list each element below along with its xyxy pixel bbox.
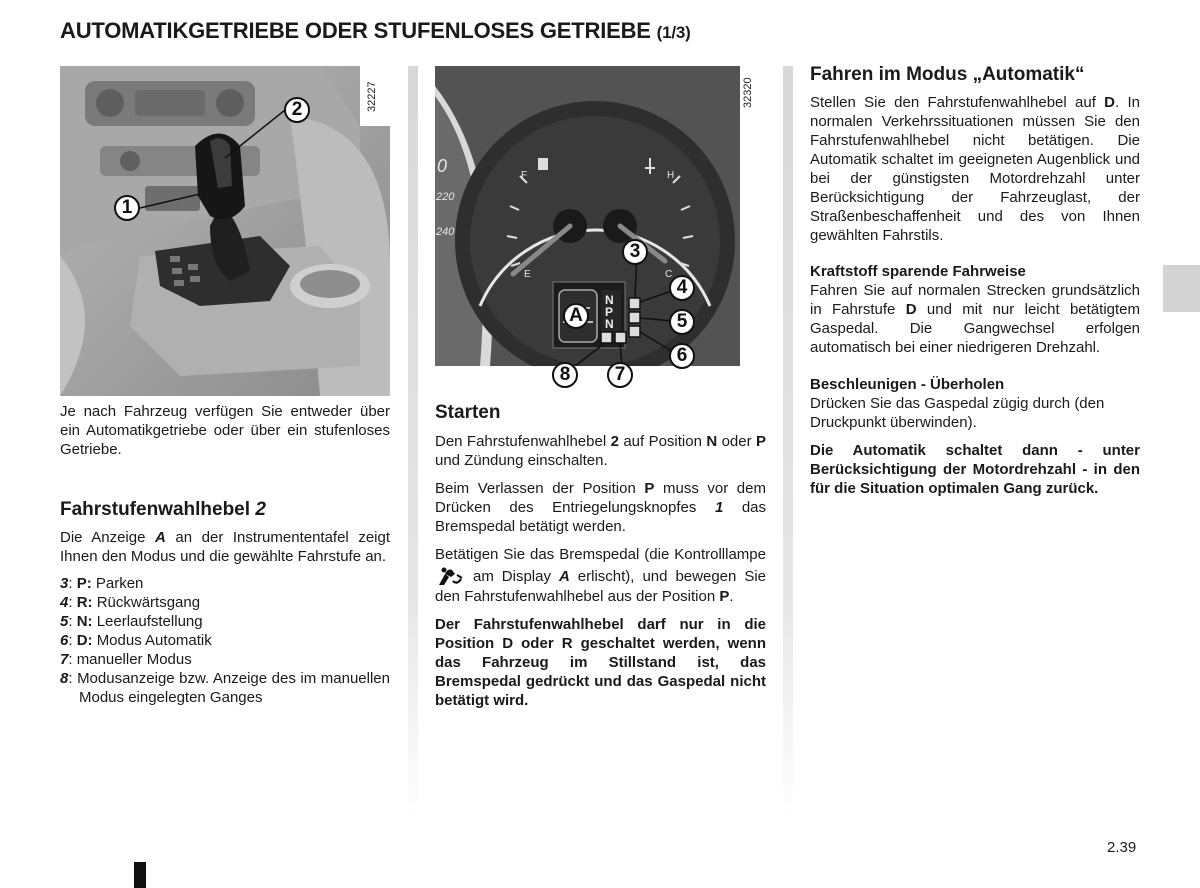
gauge-label-220: 220	[436, 191, 455, 203]
callout-6: 6	[669, 343, 695, 369]
desc-part: an der Instrumententafel zeigt Ihnen den Modus und die gewählte Fahrstufe an.	[60, 529, 391, 565]
starten-paragraph-1	[435, 432, 766, 470]
column-divider-right	[783, 66, 793, 820]
list-item: 7: manueller Modus	[60, 651, 192, 668]
list-item: 4: R: Rückwärtsgang	[60, 594, 201, 611]
gear-lever-figure	[60, 66, 390, 396]
item-text: manueller Modus	[76, 651, 192, 668]
callout-3: 3	[622, 239, 648, 265]
text-part: erlischt), und bewegen Sie den Fahrstufenwahlhebel aus der Position	[435, 567, 766, 605]
text-part: . In normalen Verkehrssituationen müssen Sie den Fahrstufenwahlhebel nicht betätigen. Die Automatik schaltet im geeigneten Augenblick und bei der günstigsten Motordrehzahl unter Berücksichtigung der Fahrzeuglast, der Straßenbeschaffenheit und des von Ihnen gewählten Fahrstils.	[810, 94, 1140, 244]
callout-a: A	[563, 303, 589, 329]
text-part: das Bremspedal betätigt werden.	[435, 499, 767, 535]
list-item: 8: Modusanzeige bzw. Anzeige des im manuellen Modus eingelegten Ganges	[60, 670, 390, 706]
text-part: am Display	[472, 567, 551, 585]
heading-text: Fahrstufenwahlhebel	[60, 499, 251, 520]
list-item: 5: N: Leerlaufstellung	[60, 613, 203, 630]
item-text: Leerlaufstellung	[96, 613, 203, 630]
list-item: 3: P: Parken	[60, 575, 144, 592]
text-part: und mit nur leicht betätigtem Gaspedal. Die Gangwechsel erfolgen automatisch bei einer niedrigeren Drehzahl.	[810, 301, 1140, 356]
text-part: .	[729, 587, 734, 605]
item-num: 4	[60, 594, 69, 611]
kraftstoff-paragraph	[810, 281, 1140, 357]
instrument-cluster-illustration	[435, 66, 765, 396]
text-part: muss vor dem Drücken des Entriegelungsknopfes	[435, 480, 766, 516]
text-bold-italic: A	[558, 567, 570, 585]
svg-text:P: P	[605, 305, 614, 319]
text-bold: N	[706, 433, 718, 450]
list-item: 6: D: Modus Automatik	[60, 632, 212, 649]
automatik-bold-note: Die Automatik schaltet dann - unter Berücksichtigung der Motordrehzahl - in den für die Situation optimalen Gang zurück.	[810, 442, 1140, 497]
item-key: N:	[76, 613, 93, 630]
left-column	[60, 402, 390, 707]
gauge-label-0: 0	[437, 156, 448, 176]
gauge-label-c: C	[665, 269, 673, 280]
right-column	[810, 63, 1140, 498]
intro-paragraph: Je nach Fahrzeug verfügen Sie entweder über ein Automatikgetriebe oder über ein stufenloses Getriebe.	[60, 403, 390, 458]
starten-warning: Der Fahrstufenwahlhebel darf nur in die Position D oder R geschaltet werden, wenn das Fahrzeug im Stillstand ist, das Bremspedal gedrückt und das Gaspedal nicht betätigt wird.	[435, 616, 766, 709]
item-text: Rückwärtsgang	[96, 594, 201, 611]
beschleunigen-paragraph: Drücken Sie das Gaspedal zügig durch (den Druckpunkt überwinden).	[810, 395, 1105, 431]
callout-1: 1	[114, 195, 140, 221]
text-part: oder	[721, 433, 752, 450]
automatik-paragraph	[810, 93, 1140, 245]
figure-ref-number: 32227	[366, 81, 378, 112]
gauge-label-f: F	[521, 170, 528, 181]
starten-paragraph-3	[435, 545, 766, 606]
section-heading-fahrstufenwahlhebel	[60, 498, 390, 522]
item-text: Parken	[95, 575, 144, 592]
subheading-kraftstoff: Kraftstoff sparende Fahrweise	[810, 263, 1026, 280]
svg-text:N: N	[605, 317, 614, 331]
text-part: auf Position	[623, 433, 702, 450]
gauge-label-h: H	[667, 170, 675, 181]
item-key: P:	[76, 575, 92, 592]
text-part: Den Fahrstufenwahlhebel	[435, 433, 607, 450]
item-num: 7	[60, 651, 69, 668]
item-num: 8	[60, 670, 69, 687]
text-part: Betätigen Sie das Bremspedal (die Kontrolllampe	[435, 546, 766, 563]
callout-7: 7	[607, 362, 633, 388]
item-num: 3	[60, 575, 69, 592]
page-title-text: AUTOMATIKGETRIEBE ODER STUFENLOSES GETRIEBE	[60, 18, 651, 43]
chapter-tab-marker	[1163, 265, 1200, 312]
crop-mark	[134, 862, 146, 888]
foot-on-brake-icon	[435, 565, 465, 587]
desc-display-letter: A	[155, 529, 166, 546]
svg-text:N: N	[605, 293, 614, 307]
item-text: Modusanzeige bzw. Anzeige des im manuellen Modus eingelegten Ganges	[77, 670, 390, 706]
subheading-beschleunigen: Beschleunigen - Überholen	[810, 376, 1005, 393]
page-number: 2.39	[1107, 839, 1137, 856]
section-heading-automatik: Fahren im Modus „Automatik“	[810, 64, 1085, 85]
middle-column	[435, 401, 766, 710]
display-description	[60, 528, 390, 566]
gear-position-list	[60, 574, 390, 707]
desc-part: Die Anzeige	[60, 529, 146, 546]
figure-ref-number: 32320	[742, 77, 754, 108]
text-bold: P	[644, 480, 655, 497]
page-title	[60, 18, 691, 44]
text-part: und Zündung einschalten.	[435, 452, 608, 469]
item-num: 6	[60, 632, 69, 649]
gauge-label-240: 240	[436, 226, 455, 238]
page-title-suffix: (1/3)	[656, 23, 691, 42]
gear-lever-illustration	[60, 66, 390, 396]
item-num: 5	[60, 613, 69, 630]
text-bold: 2	[610, 433, 619, 450]
callout-4: 4	[669, 275, 695, 301]
column-divider-left	[408, 66, 418, 820]
gauge-label-e: E	[524, 269, 531, 280]
instrument-cluster-figure	[435, 66, 765, 396]
section-heading-starten: Starten	[435, 402, 501, 423]
callout-8: 8	[552, 362, 578, 388]
text-bold-italic: 1	[714, 499, 724, 516]
text-bold: P	[756, 433, 767, 450]
text-part: Fahren Sie auf normalen Strecken grundsätzlich in Fahrstufe	[810, 282, 1140, 318]
starten-paragraph-2	[435, 479, 766, 536]
callout-5: 5	[669, 309, 695, 335]
text-part: Beim Verlassen der Position	[435, 480, 636, 497]
heading-number: 2	[255, 499, 266, 520]
item-key: D:	[76, 632, 93, 649]
text-bold: P	[719, 587, 730, 605]
text-bold: D	[1104, 94, 1115, 111]
text-part: Stellen Sie den Fahrstufenwahlhebel auf	[810, 94, 1096, 111]
item-text: Modus Automatik	[96, 632, 212, 649]
item-key: R:	[76, 594, 93, 611]
text-bold: D	[905, 301, 917, 318]
callout-2: 2	[284, 97, 310, 123]
